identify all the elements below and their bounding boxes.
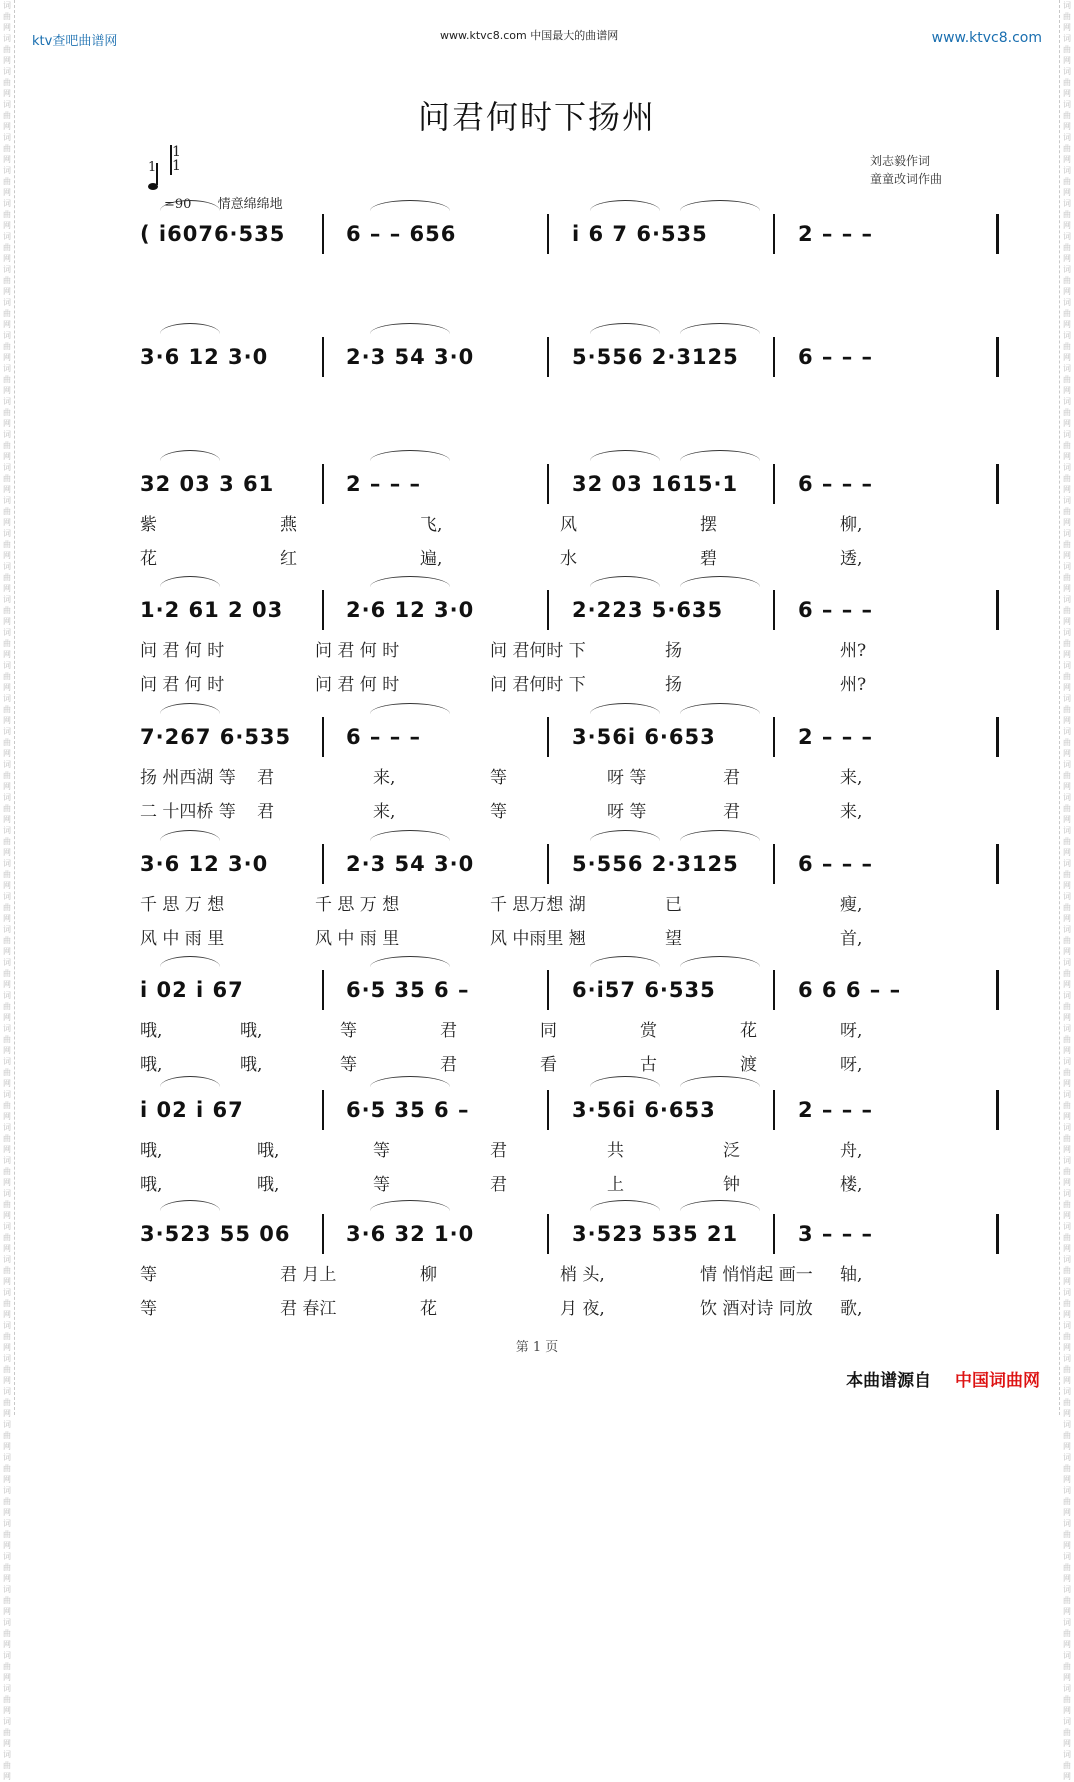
quarter-note-icon bbox=[148, 183, 158, 190]
lyric-verse-1: 问 君 何 时 bbox=[140, 641, 225, 661]
measure: 3·56i 6·653 bbox=[572, 725, 716, 749]
slur-arc bbox=[160, 703, 220, 714]
lyric-verse-1: 轴, bbox=[840, 1265, 863, 1285]
barline bbox=[547, 1214, 549, 1254]
measure: 3·56i 6·653 bbox=[572, 1098, 716, 1122]
measure: ( i6076·535 bbox=[140, 222, 286, 246]
left-side-watermark: 词曲网词曲网词曲网词曲网词曲网词曲网词曲网词曲网词曲网词曲网词曲网词曲网词曲网词曲网词曲网词曲网词曲网词曲网词曲网词曲网词曲网词曲网词曲网词曲网词曲网词曲网词曲网词曲网词曲网词曲网词曲网词曲网词曲网词曲网词曲网词曲网词曲网词曲网词曲网词曲网词曲网词曲网词曲网词曲网词曲网词曲网词曲网词曲网词曲网词曲网词曲网词曲网词曲网词曲网 bbox=[3, 1, 11, 1781]
slur-arc bbox=[160, 830, 220, 841]
meter-bottom: 1 bbox=[172, 158, 181, 174]
slur-arc bbox=[160, 323, 220, 334]
measure: 2·6 12 3·0 bbox=[346, 598, 475, 622]
lyric-verse-1: 问 君何时 下 bbox=[490, 641, 586, 661]
barline bbox=[547, 844, 549, 884]
header-center-site[interactable]: www.ktvc8.com 中国最大的曲谱网 bbox=[440, 29, 619, 42]
barline bbox=[322, 717, 324, 757]
lyric-verse-1: 梢 头, bbox=[560, 1265, 605, 1285]
lyric-verse-1: 紫 bbox=[140, 515, 157, 535]
lyric-verse-2: 君 bbox=[723, 802, 740, 822]
song-title: 问君何时下扬州 bbox=[417, 98, 656, 136]
lyric-verse-2: 等 bbox=[490, 802, 507, 822]
lyric-verse-2: 花 bbox=[420, 1299, 437, 1319]
measure: 6·i57 6·535 bbox=[572, 978, 716, 1002]
lyric-verse-2: 望 bbox=[665, 929, 682, 949]
lyric-verse-1: 哦, bbox=[140, 1141, 163, 1161]
lyric-verse-1: 君 bbox=[723, 768, 740, 788]
lyric-verse-1: 千 思 万 想 bbox=[315, 895, 400, 915]
lyric-verse-2: 歌, bbox=[840, 1299, 863, 1319]
lyric-verse-2: 哦, bbox=[140, 1055, 163, 1075]
right-page-border bbox=[1053, 0, 1060, 1415]
slur-arc bbox=[160, 1200, 220, 1211]
lyric-verse-1: 来, bbox=[840, 768, 863, 788]
lyric-verse-1: 哦, bbox=[257, 1141, 280, 1161]
barline bbox=[773, 464, 775, 504]
lyric-verse-1: 等 bbox=[340, 1021, 357, 1041]
notes-line bbox=[140, 1098, 1010, 1128]
measure: 6 – – – bbox=[346, 725, 422, 749]
slur-arc bbox=[160, 1076, 220, 1087]
barline bbox=[773, 1090, 775, 1130]
lyric-verse-1: 飞, bbox=[420, 515, 443, 535]
lyric-verse-1: 来, bbox=[373, 768, 396, 788]
slur-arc bbox=[160, 450, 220, 461]
lyricist-credit: 刘志毅作词 bbox=[870, 154, 931, 168]
measure: 2·3 54 3·0 bbox=[346, 852, 475, 876]
lyric-verse-2: 古 bbox=[640, 1055, 657, 1075]
barline bbox=[996, 970, 999, 1010]
lyric-verse-2: 等 bbox=[373, 1175, 390, 1195]
lyric-verse-2: 来, bbox=[373, 802, 396, 822]
lyric-verse-2: 呀, bbox=[840, 1055, 863, 1075]
lyric-verse-1: 州? bbox=[840, 641, 867, 661]
barline bbox=[773, 214, 775, 254]
barline bbox=[547, 464, 549, 504]
lyric-verse-1: 赏 bbox=[640, 1021, 657, 1041]
lyric-verse-2: 君 春江 bbox=[280, 1299, 337, 1319]
measure: 32 03 3 61 bbox=[140, 472, 275, 496]
notes-line bbox=[140, 1222, 1010, 1252]
notes-line bbox=[140, 852, 1010, 882]
barline bbox=[547, 590, 549, 630]
measure: 3·523 535 21 bbox=[572, 1222, 739, 1246]
barline bbox=[322, 970, 324, 1010]
lyric-verse-2: 楼, bbox=[840, 1175, 863, 1195]
measure: 6 – – – bbox=[798, 598, 874, 622]
lyric-verse-2: 问 君何时 下 bbox=[490, 675, 586, 695]
lyric-verse-1: 君 bbox=[490, 1141, 507, 1161]
tempo-value: =90 bbox=[164, 197, 192, 212]
lyric-verse-2: 风 中 雨 里 bbox=[140, 929, 225, 949]
lyric-verse-1: 舟, bbox=[840, 1141, 863, 1161]
barline bbox=[996, 337, 999, 377]
lyric-verse-2: 透, bbox=[840, 549, 863, 569]
lyric-verse-1: 摆 bbox=[700, 515, 717, 535]
lyric-verse-2: 红 bbox=[280, 549, 297, 569]
measure: 3 – – – bbox=[798, 1222, 874, 1246]
header-left-site[interactable]: ktv查吧曲谱网 bbox=[32, 34, 118, 49]
measure: 32 03 1615·1 bbox=[572, 472, 739, 496]
measure: 2·223 5·635 bbox=[572, 598, 724, 622]
lyric-verse-1: 瘦, bbox=[840, 895, 863, 915]
page-number: 第 1 页 bbox=[515, 1340, 559, 1355]
lyric-verse-2: 上 bbox=[607, 1175, 624, 1195]
barline bbox=[547, 1090, 549, 1130]
lyric-verse-2: 扬 bbox=[665, 675, 682, 695]
lyric-verse-2: 水 bbox=[560, 549, 577, 569]
barline bbox=[773, 590, 775, 630]
barline bbox=[773, 337, 775, 377]
lyric-verse-1: 呀, bbox=[840, 1021, 863, 1041]
source-label: 本曲谱源自 bbox=[846, 1371, 932, 1391]
slur-arc bbox=[370, 956, 450, 967]
slur-arc bbox=[680, 576, 760, 587]
slur-arc bbox=[160, 956, 220, 967]
slur-arc bbox=[590, 703, 660, 714]
slur-arc bbox=[590, 830, 660, 841]
lyric-verse-1: 等 bbox=[373, 1141, 390, 1161]
slur-arc bbox=[590, 1076, 660, 1087]
lyric-verse-1: 同 bbox=[540, 1021, 557, 1041]
lyric-verse-1: 君 月上 bbox=[280, 1265, 337, 1285]
lyric-verse-2: 二 十四桥 等 bbox=[140, 802, 236, 822]
lyric-verse-1: 花 bbox=[740, 1021, 757, 1041]
lyric-verse-1: 君 bbox=[440, 1021, 457, 1041]
credits bbox=[870, 152, 942, 188]
lyric-verse-1: 哦, bbox=[140, 1021, 163, 1041]
lyric-verse-1: 哦, bbox=[240, 1021, 263, 1041]
notes-line bbox=[140, 725, 1010, 755]
lyric-verse-2: 君 bbox=[490, 1175, 507, 1195]
slur-arc bbox=[680, 450, 760, 461]
measure: 3·6 12 3·0 bbox=[140, 345, 269, 369]
barline bbox=[996, 464, 999, 504]
lyric-verse-1: 已 bbox=[665, 895, 682, 915]
barline bbox=[322, 844, 324, 884]
slur-arc bbox=[680, 1200, 760, 1211]
slur-arc bbox=[370, 576, 450, 587]
lyric-verse-2: 风 中雨里 翘 bbox=[490, 929, 586, 949]
slur-arc bbox=[370, 1200, 450, 1211]
measure: 7·267 6·535 bbox=[140, 725, 292, 749]
lyric-verse-2: 饮 酒对诗 同放 bbox=[700, 1299, 813, 1319]
quarter-note-stem bbox=[156, 163, 158, 185]
measure: 2 – – – bbox=[346, 472, 422, 496]
barline bbox=[547, 337, 549, 377]
slur-arc bbox=[590, 1200, 660, 1211]
lyric-verse-1: 扬 州西湖 等 bbox=[140, 768, 236, 788]
measure: 3·6 12 3·0 bbox=[140, 852, 269, 876]
slur-arc bbox=[370, 1076, 450, 1087]
barline bbox=[322, 1214, 324, 1254]
lyric-verse-2: 花 bbox=[140, 549, 157, 569]
header-right-site[interactable]: www.ktvc8.com bbox=[931, 30, 1042, 46]
notes-line bbox=[140, 345, 1010, 375]
key-number: 1 bbox=[148, 160, 157, 175]
composer-credit: 童童改词作曲 bbox=[870, 172, 943, 186]
slur-arc bbox=[590, 200, 660, 211]
barline bbox=[322, 590, 324, 630]
expression-mark: 情意绵绵地 bbox=[217, 197, 283, 212]
lyric-verse-2: 来, bbox=[840, 802, 863, 822]
lyric-verse-2: 看 bbox=[540, 1055, 557, 1075]
slur-arc bbox=[680, 830, 760, 841]
barline bbox=[996, 717, 999, 757]
slur-arc bbox=[590, 576, 660, 587]
barline bbox=[547, 214, 549, 254]
slur-arc bbox=[680, 200, 760, 211]
lyric-verse-1: 呀 等 bbox=[607, 768, 647, 788]
lyric-verse-1: 问 君 何 时 bbox=[315, 641, 400, 661]
lyric-verse-2: 等 bbox=[140, 1299, 157, 1319]
lyric-verse-1: 柳, bbox=[840, 515, 863, 535]
measure: 3·523 55 06 bbox=[140, 1222, 291, 1246]
measure: i 6 7 6·535 bbox=[572, 222, 708, 246]
lyric-verse-2: 哦, bbox=[240, 1055, 263, 1075]
measure: 6·5 35 6 – bbox=[346, 1098, 470, 1122]
lyric-verse-2: 渡 bbox=[740, 1055, 757, 1075]
barline bbox=[773, 844, 775, 884]
lyric-verse-1: 扬 bbox=[665, 641, 682, 661]
slur-arc bbox=[680, 703, 760, 714]
barline bbox=[773, 717, 775, 757]
lyric-verse-2: 风 中 雨 里 bbox=[315, 929, 400, 949]
barline bbox=[996, 590, 999, 630]
lyric-verse-1: 情 悄悄起 画一 bbox=[700, 1265, 813, 1285]
lyric-verse-2: 问 君 何 时 bbox=[315, 675, 400, 695]
barline bbox=[322, 1090, 324, 1130]
lyric-verse-1: 千 思万想 湖 bbox=[490, 895, 586, 915]
barline bbox=[773, 1214, 775, 1254]
measure: i 02 i 67 bbox=[140, 978, 244, 1002]
meter-top: 1 bbox=[172, 144, 181, 160]
measure: 6 – – – bbox=[798, 852, 874, 876]
measure: 6 – – – bbox=[798, 345, 874, 369]
lyric-verse-2: 哦, bbox=[257, 1175, 280, 1195]
lyric-verse-2: 哦, bbox=[140, 1175, 163, 1195]
lyric-verse-2: 君 bbox=[257, 802, 274, 822]
slur-arc bbox=[590, 450, 660, 461]
barline bbox=[322, 464, 324, 504]
barline bbox=[773, 970, 775, 1010]
lyric-verse-1: 千 思 万 想 bbox=[140, 895, 225, 915]
right-side-watermark: 词曲网词曲网词曲网词曲网词曲网词曲网词曲网词曲网词曲网词曲网词曲网词曲网词曲网词曲网词曲网词曲网词曲网词曲网词曲网词曲网词曲网词曲网词曲网词曲网词曲网词曲网词曲网词曲网词曲网词曲网词曲网词曲网词曲网词曲网词曲网词曲网词曲网词曲网词曲网词曲网词曲网词曲网词曲网词曲网词曲网词曲网词曲网词曲网词曲网词曲网词曲网词曲网词曲网词曲网 bbox=[1063, 1, 1071, 1781]
lyric-verse-2: 君 bbox=[440, 1055, 457, 1075]
measure: 1·2 61 2 03 bbox=[140, 598, 284, 622]
measure: 6 – – – bbox=[798, 472, 874, 496]
barline bbox=[996, 1214, 999, 1254]
slur-arc bbox=[370, 200, 450, 211]
measure: 6 6 6 – – bbox=[798, 978, 902, 1002]
notes-line bbox=[140, 472, 1010, 502]
lyric-verse-2: 碧 bbox=[700, 549, 717, 569]
measure: 2·3 54 3·0 bbox=[346, 345, 475, 369]
notes-line bbox=[140, 978, 1010, 1008]
measure: 6 – – 656 bbox=[346, 222, 457, 246]
slur-arc bbox=[680, 323, 760, 334]
slur-arc bbox=[680, 1076, 760, 1087]
slur-arc bbox=[370, 450, 450, 461]
measure: i 02 i 67 bbox=[140, 1098, 244, 1122]
slur-arc bbox=[370, 830, 450, 841]
lyric-verse-2: 遍, bbox=[420, 549, 443, 569]
lyric-verse-2: 月 夜, bbox=[560, 1299, 605, 1319]
lyric-verse-1: 共 bbox=[607, 1141, 624, 1161]
barline bbox=[322, 214, 324, 254]
left-page-border bbox=[14, 0, 21, 1415]
measure: 6·5 35 6 – bbox=[346, 978, 470, 1002]
barline bbox=[996, 844, 999, 884]
lyric-verse-2: 首, bbox=[840, 929, 863, 949]
lyric-verse-1: 等 bbox=[140, 1265, 157, 1285]
time-signature bbox=[172, 145, 181, 173]
slur-arc bbox=[680, 956, 760, 967]
lyric-verse-1: 等 bbox=[490, 768, 507, 788]
slur-arc bbox=[590, 323, 660, 334]
source-site-link[interactable]: 中国词曲网 bbox=[955, 1371, 1040, 1391]
measure: 3·6 32 1·0 bbox=[346, 1222, 475, 1246]
barline bbox=[547, 970, 549, 1010]
barline bbox=[996, 1090, 999, 1130]
barline bbox=[322, 337, 324, 377]
lyric-verse-2: 呀 等 bbox=[607, 802, 647, 822]
measure: 2 – – – bbox=[798, 1098, 874, 1122]
slur-arc bbox=[370, 323, 450, 334]
slur-arc bbox=[370, 703, 450, 714]
source-credit bbox=[846, 1366, 1040, 1391]
notes-line bbox=[140, 598, 1010, 628]
lyric-verse-2: 等 bbox=[340, 1055, 357, 1075]
measure: 2 – – – bbox=[798, 725, 874, 749]
notes-line bbox=[140, 222, 1010, 252]
slur-arc bbox=[160, 576, 220, 587]
lyric-verse-1: 风 bbox=[560, 515, 577, 535]
measure: 2 – – – bbox=[798, 222, 874, 246]
lyric-verse-2: 钟 bbox=[723, 1175, 740, 1195]
lyric-verse-1: 君 bbox=[257, 768, 274, 788]
lyric-verse-2: 问 君 何 时 bbox=[140, 675, 225, 695]
barline bbox=[547, 717, 549, 757]
measure: 5·556 2·3125 bbox=[572, 345, 739, 369]
lyric-verse-1: 燕 bbox=[280, 515, 297, 535]
lyric-verse-1: 泛 bbox=[723, 1141, 740, 1161]
barline bbox=[996, 214, 999, 254]
lyric-verse-1: 柳 bbox=[420, 1265, 437, 1285]
slur-arc bbox=[590, 956, 660, 967]
measure: 5·556 2·3125 bbox=[572, 852, 739, 876]
lyric-verse-2: 州? bbox=[840, 675, 867, 695]
